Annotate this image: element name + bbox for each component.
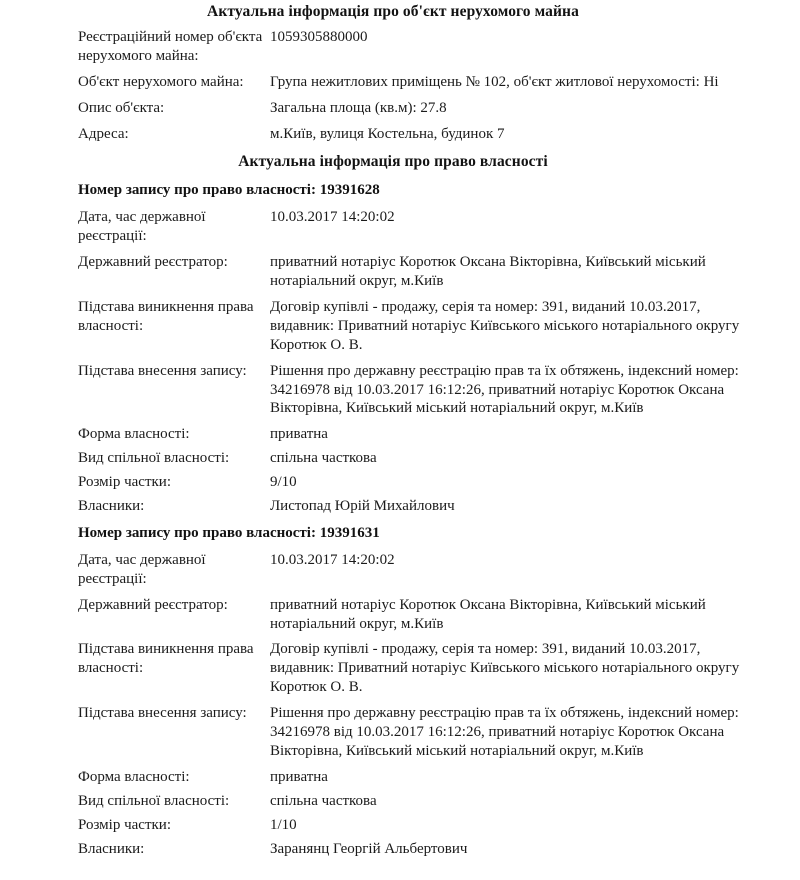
info-row-value: приватний нотаріус Коротюк Оксана Вікторівна, Київський міський нотаріальний округ, м.Київ <box>270 254 706 290</box>
info-row <box>0 787 786 811</box>
info-row-label: Власники: <box>78 840 145 857</box>
info-row-value: Група нежитлових приміщень № 102, об'єкт житлової нерухомості: Ні <box>270 73 719 90</box>
info-row-value: спільна часткова <box>270 450 377 467</box>
info-row <box>0 201 786 246</box>
info-row-label: Розмір частки: <box>78 474 171 491</box>
info-row <box>0 544 786 589</box>
info-row-label: Підстава внесення запису: <box>78 362 247 379</box>
info-row <box>0 492 786 516</box>
info-row <box>0 246 786 291</box>
info-row <box>0 697 786 761</box>
ownership-record-heading: Номер запису про право власності: 19391631 <box>78 524 380 541</box>
info-row-label: Підстава виникнення права власності: <box>78 299 254 334</box>
info-row <box>0 633 786 697</box>
info-row-label: Підстава внесення запису: <box>78 705 247 722</box>
info-row <box>0 811 786 835</box>
info-row-label: Державний реєстратор: <box>78 596 228 613</box>
info-row-value: 9/10 <box>270 474 297 491</box>
info-row-value: спільна часткова <box>270 792 377 809</box>
info-row-label: Форма власності: <box>78 768 190 785</box>
info-row-value: м.Київ, вулиця Костельна, будинок 7 <box>270 125 505 142</box>
info-row <box>0 291 786 355</box>
info-row-label: Дата, час державної реєстрації: <box>78 551 206 587</box>
info-row-label: Форма власності: <box>78 426 190 443</box>
info-row <box>0 118 786 144</box>
info-row <box>0 21 786 66</box>
ownership-section-title: Актуальна інформація про право власності <box>238 153 548 171</box>
info-row-value: Рішення про державну реєстрацію прав та їх обтяжень, індексний номер: 34216978 від 10.03.2017 16:12:26, приватний нотаріус Коротюк Оксана Вікторівна, Київський міський нотаріальний округ, м.Київ <box>270 705 739 759</box>
info-row-value: 1/10 <box>270 816 297 833</box>
info-row-value: Рішення про державну реєстрацію прав та їх обтяжень, індексний номер: 34216978 від 10.03.2017 16:12:26, приватний нотаріус Коротюк Оксана Вікторівна, Київський міський нотаріальний округ, м.Київ <box>270 362 739 417</box>
ownership-record <box>0 173 786 515</box>
info-row-value: Договір купівлі - продажу, серія та номер: 391, виданий 10.03.2017, видавник: Приватний нотаріус Київського міського нотаріального округу Коротюк О. В. <box>270 299 740 353</box>
info-row-value: приватна <box>270 768 328 785</box>
object-section-title: Актуальна інформація про об'єкт нерухомого майна <box>207 3 579 20</box>
owner-name: Листопад Юрій Михайлович <box>270 498 455 515</box>
info-row-label: Вид спільної власності: <box>78 792 230 809</box>
ownership-record <box>0 516 786 858</box>
info-row-label: Розмір частки: <box>78 816 171 833</box>
info-row-value: приватний нотаріус Коротюк Оксана Вікторівна, Київський міський нотаріальний округ, м.Київ <box>270 596 706 632</box>
info-row <box>0 92 786 118</box>
info-row <box>0 835 786 859</box>
info-row-label: Вид спільної власності: <box>78 450 230 467</box>
info-row-value: приватна <box>270 426 328 443</box>
info-row-value: 1059305880000 <box>270 29 368 45</box>
info-row <box>0 589 786 634</box>
info-row <box>0 418 786 444</box>
info-row-label: Опис об'єкта: <box>78 99 165 116</box>
info-row-label: Державний реєстратор: <box>78 254 228 271</box>
info-row-label: Реєстраційний номер об'єкта нерухомого майна: <box>78 29 263 64</box>
info-row-value: 10.03.2017 14:20:02 <box>270 551 395 568</box>
info-row-value: Договір купівлі - продажу, серія та номер: 391, виданий 10.03.2017, видавник: Приватний нотаріус Київського міського нотаріального округу Коротюк О. В. <box>270 641 740 696</box>
info-row-label: Підстава виникнення права власності: <box>78 641 254 677</box>
info-row-value: Загальна площа (кв.м): 27.8 <box>270 99 447 116</box>
info-row-value: 10.03.2017 14:20:02 <box>270 209 395 226</box>
ownership-record-heading: Номер запису про право власності: 19391628 <box>78 182 380 199</box>
info-row <box>0 66 786 92</box>
info-row <box>0 355 786 419</box>
info-row <box>0 444 786 468</box>
info-row-label: Об'єкт нерухомого майна: <box>78 73 244 90</box>
info-row <box>0 468 786 492</box>
object-info-block <box>0 21 786 143</box>
info-row-label: Дата, час державної реєстрації: <box>78 209 206 245</box>
info-row <box>0 761 786 787</box>
info-row-label: Адреса: <box>78 125 129 142</box>
owner-name: Заранянц Георгій Альбертович <box>270 840 468 857</box>
info-row-label: Власники: <box>78 498 145 515</box>
